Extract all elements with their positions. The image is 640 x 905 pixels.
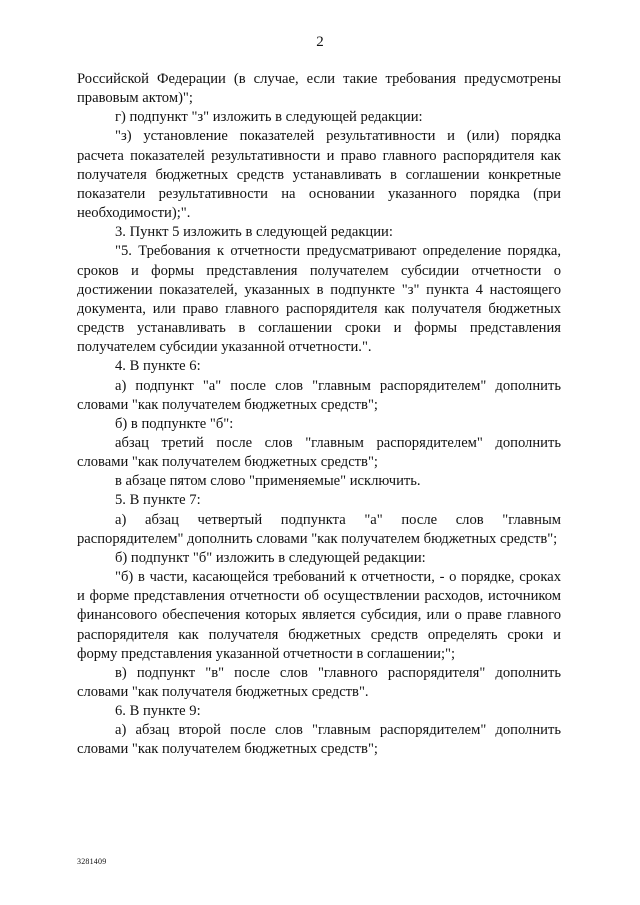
page-number: 2 (316, 34, 324, 50)
paragraph: б) подпункт "б" изложить в следующей редакции: (115, 549, 426, 566)
paragraph: "з) установление показателей результативности и (или) порядка расчета показателей результативности и право главного распорядителя как получателя бюджетных средств устанавливать в соглашении конкретные показатели результативности на основании указанного порядка (при необходимости);". (77, 128, 561, 222)
paragraph: г) подпункт "з" изложить в следующей редакции: (115, 109, 423, 126)
paragraph: 3. Пункт 5 изложить в следующей редакции: (115, 224, 393, 241)
paragraph: а) подпункт "а" после слов "главным распорядителем" дополнить словами "как получателем бюджетных средств"; (77, 377, 561, 413)
paragraph: абзац третий после слов "главным распорядителем" дополнить словами "как получателем бюджетных средств"; (77, 434, 561, 471)
paragraph: а) абзац второй после слов "главным распорядителем" дополнить словами "как получателем бюджетных средств"; (77, 722, 561, 758)
paragraph: 6. В пункте 9: (115, 703, 201, 720)
document-body (77, 70, 561, 760)
paragraph: в) подпункт "в" после слов "главного распорядителя" дополнить словами "как получателя бюджетных средств". (77, 664, 561, 700)
paragraph: а) абзац четвертый подпункта "а" после слов "главным распорядителем" дополнить словами "как получателем бюджетных средств"; (77, 511, 561, 547)
paragraph: б) в подпункте "б": (115, 415, 234, 432)
paragraph: "б) в части, касающейся требований к отчетности, - о порядке, сроках и форме представления отчетности об осуществлении расходов, источником финансового обеспечения которых является субсидия, или о праве главного распорядителя как получателя бюджетных средств определять сроки и форму представления указанной отчетности в соглашении;"; (77, 569, 561, 662)
paragraph: 4. В пункте 6: (115, 358, 201, 375)
paragraph: Российской Федерации (в случае, если такие требования предусмотрены правовым актом)"; (77, 71, 561, 107)
paragraph: 5. В пункте 7: (115, 492, 201, 509)
footer-code: 3281409 (77, 857, 107, 866)
paragraph: в абзаце пятом слово "применяемые" исключить. (115, 473, 421, 490)
paragraph: "5. Требования к отчетности предусматривают определение порядка, сроков и формы представления получателем субсидии отчетности о достижении показателей, указанных в подпункте "з" пункта 4 настоящего документа, или право главного распорядителя как получателя бюджетных средств устанавливать в соглашении сроки и формы представления получателем субсидии указанной отчетности.". (77, 243, 561, 356)
